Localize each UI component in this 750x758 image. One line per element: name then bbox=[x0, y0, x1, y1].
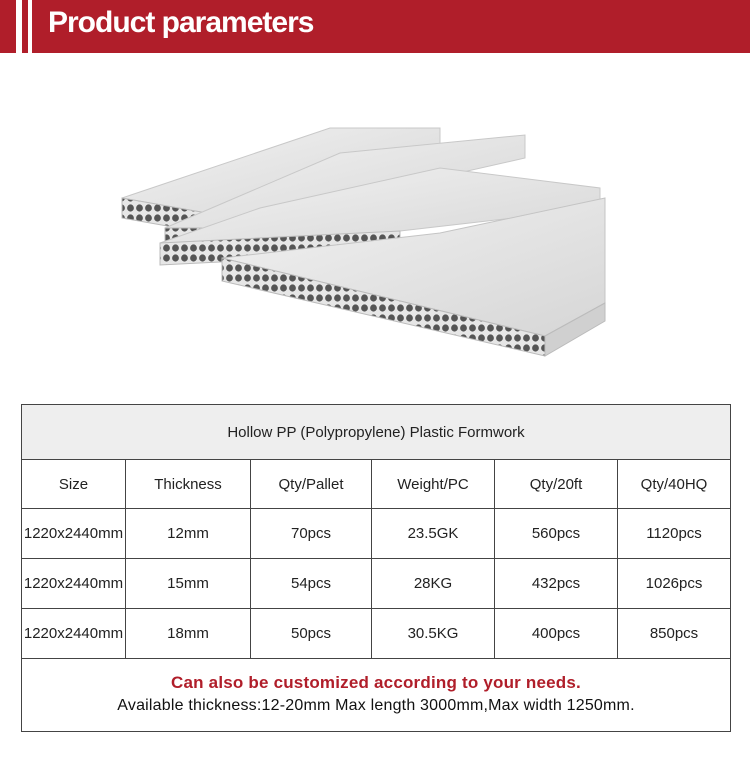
table-cell: 30.5KG bbox=[372, 609, 495, 659]
table-title: Hollow PP (Polypropylene) Plastic Formwork bbox=[22, 405, 731, 460]
table-cell: 432pcs bbox=[495, 559, 618, 609]
banner-stripe bbox=[28, 0, 32, 53]
banner-stripe bbox=[16, 0, 22, 53]
availability-note: Available thickness:12-20mm Max length 3000mm,Max width 1250mm. bbox=[117, 697, 635, 714]
table-cell: 400pcs bbox=[495, 609, 618, 659]
table-row bbox=[22, 559, 731, 609]
table-cell: 12mm bbox=[126, 509, 251, 559]
table-cell: 1220x2440mm bbox=[22, 609, 126, 659]
column-header: Qty/Pallet bbox=[251, 460, 372, 509]
table-cell: 560pcs bbox=[495, 509, 618, 559]
table-cell: 70pcs bbox=[251, 509, 372, 559]
column-header: Thickness bbox=[126, 460, 251, 509]
column-header: Qty/40HQ bbox=[618, 460, 731, 509]
table-row bbox=[22, 509, 731, 559]
table-note bbox=[22, 659, 731, 732]
section-title: Product parameters bbox=[48, 6, 314, 39]
spec-table bbox=[21, 404, 731, 732]
hollow-pp-boards-image bbox=[0, 53, 750, 398]
customization-note: Can also be customized according to your needs. bbox=[171, 673, 581, 692]
product-image bbox=[0, 53, 750, 398]
column-header: Qty/20ft bbox=[495, 460, 618, 509]
table-cell: 1026pcs bbox=[618, 559, 731, 609]
column-header: Size bbox=[22, 460, 126, 509]
table-cell: 28KG bbox=[372, 559, 495, 609]
column-header: Weight/PC bbox=[372, 460, 495, 509]
table-header-row bbox=[22, 460, 731, 509]
table-cell: 23.5GK bbox=[372, 509, 495, 559]
table-cell: 15mm bbox=[126, 559, 251, 609]
table-cell: 1220x2440mm bbox=[22, 559, 126, 609]
table-cell: 850pcs bbox=[618, 609, 731, 659]
table-cell: 1220x2440mm bbox=[22, 509, 126, 559]
table-row bbox=[22, 609, 731, 659]
table-cell: 1120pcs bbox=[618, 509, 731, 559]
table-cell: 54pcs bbox=[251, 559, 372, 609]
table-cell: 18mm bbox=[126, 609, 251, 659]
section-banner bbox=[0, 0, 750, 53]
table-cell: 50pcs bbox=[251, 609, 372, 659]
